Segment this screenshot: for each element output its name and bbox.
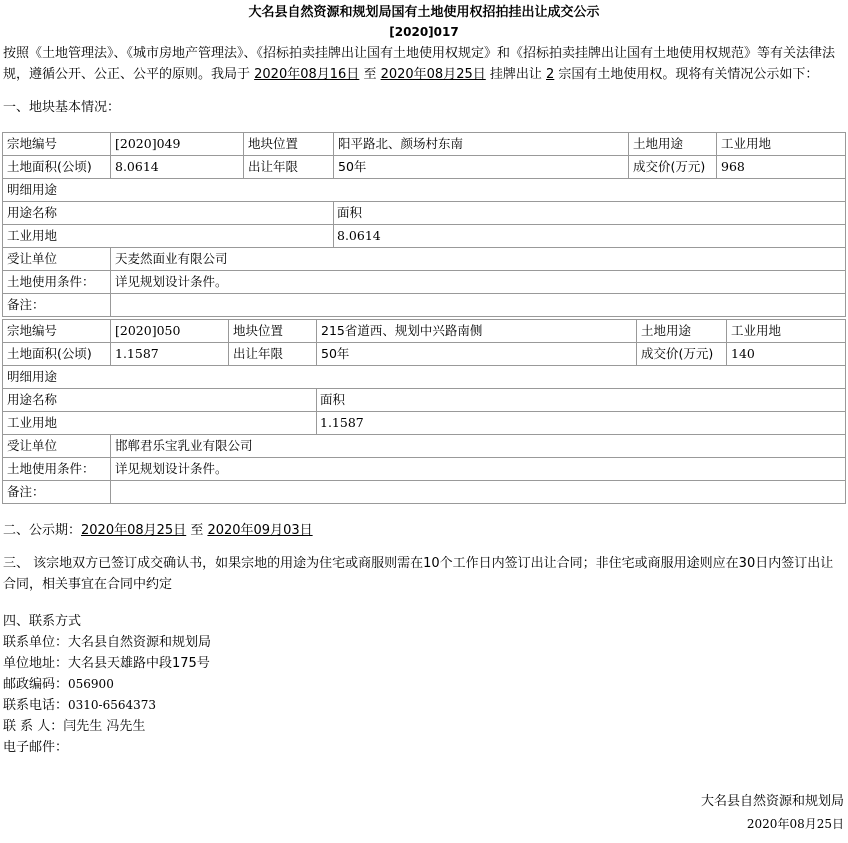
remarks-value [111,481,846,504]
section2-mid: 至 [186,523,208,538]
document-number: [2020]017 [389,25,459,39]
conditions-label: 土地使用条件： [3,271,111,294]
transferee-value: 邯郸君乐宝乳业有限公司 [111,435,846,458]
parcel-no-value: [2020]050 [111,320,229,343]
remarks-value [111,294,846,317]
location-label: 地块位置 [244,133,334,156]
contact-person: 联 系 人：闫先生 冯先生 [3,719,146,734]
conditions-value: 详见规划设计条件。 [111,271,846,294]
parcel-no-label: 宗地编号 [3,320,111,343]
use-name-header: 用途名称 [3,202,334,225]
use-name-header: 用途名称 [3,389,317,412]
intro-paragraph [0,43,848,85]
signature-org: 大名县自然资源和规划局 [700,794,844,809]
use-label: 土地用途 [629,133,717,156]
section2 [0,520,848,541]
transferee-label: 受让单位 [3,248,111,271]
term-label: 出让年限 [244,156,334,179]
section2-prefix: 二、公示期： [3,523,82,538]
table-row [3,481,846,504]
page-title: 大名县自然资源和规划局国有土地使用权招拍挂出让成交公示 [248,5,600,20]
parcel-no-value: [2020]049 [111,133,244,156]
contact-unit: 联系单位：大名县自然资源和规划局 [3,635,212,650]
area-label: 土地面积(公顷) [3,156,111,179]
contact-email: 电子邮件： [3,740,69,755]
section3: 三、 该宗地双方已签订成交确认书，如果宗地的用途为住宅或商服则需在10个工作日内签订出让合同；非住宅或商服用途则应在30日内签订出让合同，相关事宜在合同中约定 [3,556,834,592]
area-value: 8.0614 [111,156,244,179]
detail-use-name: 工业用地 [3,412,317,435]
contact-postcode [0,674,848,695]
listing-start-date: 2020年08月16日 [254,67,360,82]
table-row [3,225,846,248]
table-row [3,366,846,389]
area-header: 面积 [317,389,846,412]
listing-end-date: 2020年08月25日 [380,67,486,82]
intro-text-4: 宗国有土地使用权。现将有关情况公示如下： [554,67,819,82]
price-label: 成交价(万元) [637,343,727,366]
intro-text-2: 至 [359,67,381,82]
table-row [3,320,846,343]
section1-heading: 一、地块基本情况： [3,100,121,115]
postcode-value: 056900 [68,677,114,691]
table-row [3,156,846,179]
contact-phone [0,695,848,716]
price-value: 968 [717,156,846,179]
postcode-label: 邮政编码： [3,677,69,692]
use-label: 土地用途 [637,320,727,343]
location-value: 阳平路北、颜场村东南 [334,133,629,156]
intro-text-1: 按照《土地管理法》、《城市房地产管理法》、《招标拍卖挂牌出让国有土地使用权规定》和《招标拍卖挂牌出让国有土地使用权规范》等有关法律法规，遵循公开、公正、公平的原则。我局于 [3,46,836,82]
remarks-label: 备注： [3,294,111,317]
table-row [3,435,846,458]
table-row [3,248,846,271]
intro-text-3: 挂牌出让 [485,67,547,82]
price-value: 140 [727,343,846,366]
remarks-label: 备注： [3,481,111,504]
parcel-table-1 [2,132,846,317]
detail-area: 1.1587 [317,412,846,435]
term-label: 出让年限 [229,343,317,366]
term-value: 50年 [317,343,637,366]
use-value: 工业用地 [717,133,846,156]
detail-use-name: 工业用地 [3,225,334,248]
contact-address: 单位地址：大名县天雄路中段175号 [3,656,210,671]
table-row [3,202,846,225]
parcel-table-2 [2,319,846,504]
detail-area: 8.0614 [334,225,846,248]
area-label: 土地面积(公顷) [3,343,111,366]
area-value: 1.1587 [111,343,229,366]
detail-use-label: 明细用途 [3,366,846,389]
conditions-value: 详见规划设计条件。 [111,458,846,481]
publicity-end-date: 2020年09月03日 [207,523,313,538]
use-value: 工业用地 [727,320,846,343]
location-value: 215省道西、规划中兴路南侧 [317,320,637,343]
signature-date: 2020年08月25日 [746,817,844,831]
table-row [3,133,846,156]
phone-value: 0310-6564373 [68,698,157,712]
table-row [3,271,846,294]
table-row [3,412,846,435]
parcel-count: 2 [546,67,555,82]
table-row [3,343,846,366]
conditions-label: 土地使用条件： [3,458,111,481]
location-label: 地块位置 [229,320,317,343]
phone-label: 联系电话： [3,698,69,713]
table-row [3,179,846,202]
detail-use-label: 明细用途 [3,179,846,202]
parcel-no-label: 宗地编号 [3,133,111,156]
publicity-start-date: 2020年08月25日 [81,523,187,538]
area-header: 面积 [334,202,846,225]
price-label: 成交价(万元) [629,156,717,179]
table-row [3,458,846,481]
term-value: 50年 [334,156,629,179]
section4-heading: 四、联系方式 [3,614,82,629]
table-row [3,389,846,412]
transferee-value: 天麦然面业有限公司 [111,248,846,271]
transferee-label: 受让单位 [3,435,111,458]
table-row [3,294,846,317]
